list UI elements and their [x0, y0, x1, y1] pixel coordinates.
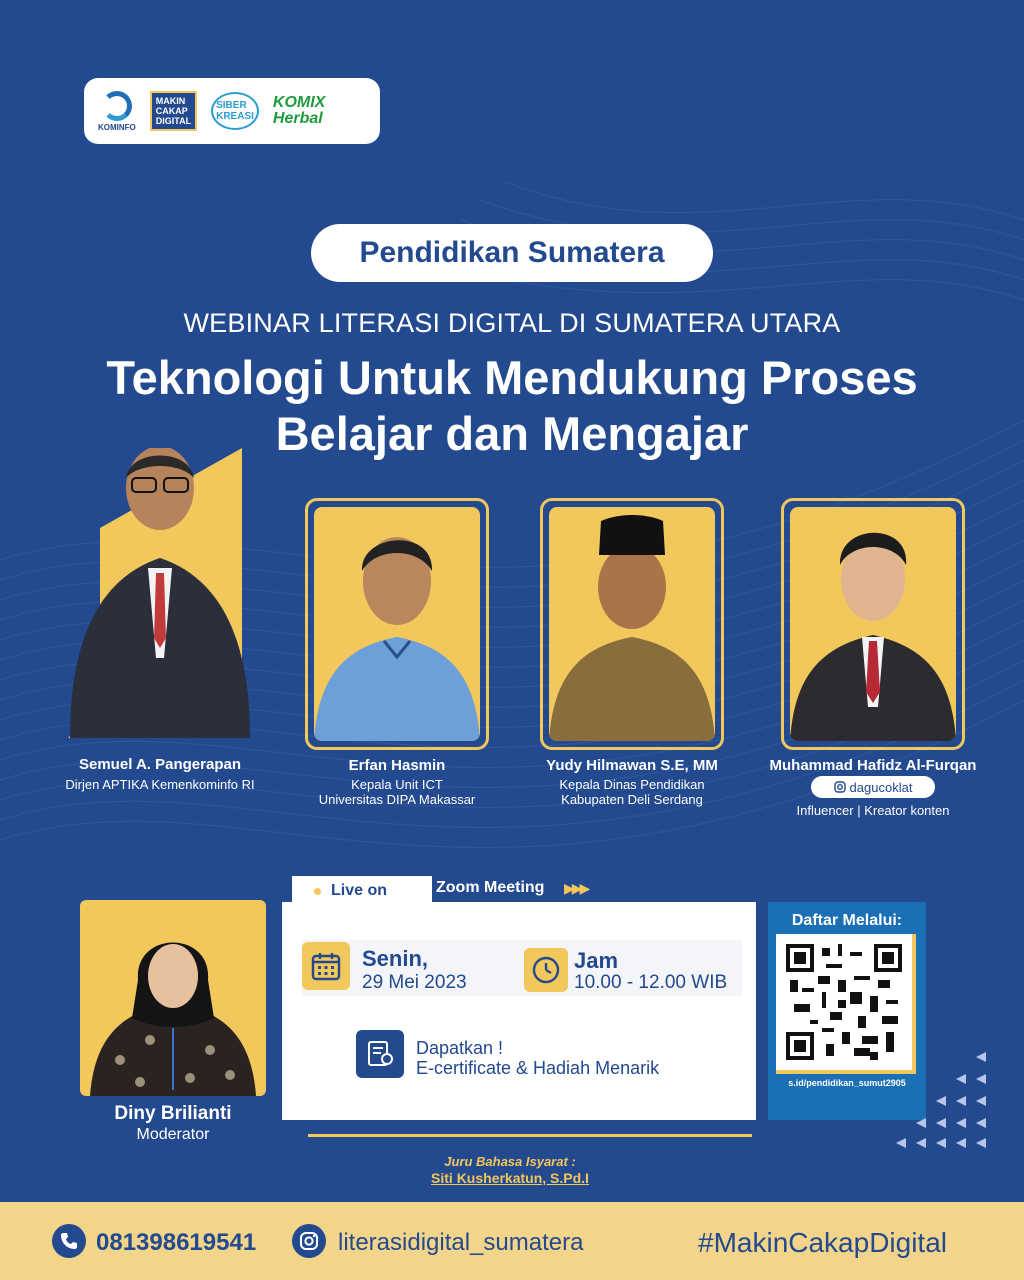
speaker-2-role-line1: Kepala Unit ICT	[351, 777, 443, 792]
arrow-right-icon: ▶▶▶	[564, 880, 588, 896]
speaker-1-name: Semuel A. Pangerapan	[79, 756, 241, 773]
footer-instagram[interactable]: literasidigital_sumatera	[338, 1229, 584, 1256]
speaker-4-instagram-badge[interactable]: dagucoklat	[811, 776, 935, 798]
moderator-photo	[80, 900, 266, 1096]
event-time: 10.00 - 12.00 WIB	[574, 972, 728, 993]
makin-cakap-digital-logo: MAKIN CAKAP DIGITAL	[150, 91, 197, 131]
komix-herbal-logo: KOMIX Herbal	[272, 94, 326, 127]
benefit-heading: Dapatkan !	[416, 1038, 504, 1058]
event-info-box	[282, 902, 756, 1120]
webinar-subtitle: WEBINAR LITERASI DIGITAL DI SUMATERA UTARA	[183, 308, 841, 338]
speaker-4-role: Influencer | Kreator konten	[796, 803, 950, 818]
speaker-4-name: Muhammad Hafidz Al-Furqan	[769, 757, 977, 774]
speaker-1-photo	[60, 448, 260, 748]
sign-language-interpreter: Siti Kusherkatun, S.Pd.I	[431, 1170, 589, 1186]
speaker-3-photo	[549, 507, 715, 741]
phone-icon	[52, 1224, 86, 1258]
webinar-title: Teknologi Untuk Mendukung Proses Belajar dan Mengajar	[106, 351, 918, 460]
siberkreasi-logo: SIBER KREASI	[211, 92, 259, 130]
triangle-pattern	[888, 1048, 988, 1148]
live-on-tab: Live on	[292, 876, 432, 906]
speaker-3-role-line2: Kabupaten Deli Serdang	[561, 792, 703, 807]
calendar-icon	[302, 942, 350, 990]
registration-title: Daftar Melalui:	[791, 912, 903, 929]
clock-icon	[524, 948, 568, 992]
certificate-icon	[356, 1030, 404, 1078]
speaker-4-photo	[790, 507, 956, 741]
speaker-2-name: Erfan Hasmin	[348, 757, 446, 774]
speaker-2-photo	[314, 507, 480, 741]
footer-bar	[0, 1202, 1024, 1280]
info-underline	[308, 1134, 752, 1137]
moderator-role: Moderator	[136, 1126, 210, 1143]
event-date: 29 Mei 2023	[362, 972, 467, 993]
speaker-3-role-line1: Kepala Dinas Pendidikan	[559, 777, 705, 792]
event-day: Senin,	[362, 946, 429, 971]
footer-phone[interactable]: 081398619541	[96, 1229, 257, 1256]
kominfo-logo: KOMINFO	[98, 91, 136, 132]
time-label: Jam	[574, 948, 619, 973]
speaker-card-1	[60, 448, 260, 748]
category-pill: Pendidikan Sumatera	[311, 224, 713, 282]
sign-language-label: Juru Bahasa Isyarat :	[444, 1154, 576, 1169]
benefit-text: E-certificate & Hadiah Menarik	[416, 1058, 660, 1078]
registration-url[interactable]: s.id/pendidikan_sumut2905	[788, 1078, 906, 1088]
logo-bar	[84, 78, 380, 144]
qr-code-icon	[786, 944, 902, 1060]
speaker-2-role-line2: Universitas DIPA Makassar	[318, 792, 476, 807]
platform-label: Zoom Meeting	[436, 879, 545, 896]
instagram-icon	[292, 1224, 326, 1258]
live-dot-icon	[314, 888, 321, 895]
moderator-name: Diny Brilianti	[114, 1103, 232, 1124]
speaker-1-role: Dirjen APTIKA Kemenkominfo RI	[65, 777, 255, 792]
speaker-3-name: Yudy Hilmawan S.E, MM	[546, 757, 718, 774]
kominfo-mark-icon	[102, 91, 132, 121]
instagram-icon	[834, 781, 846, 793]
footer-hashtag: #MakinCakapDigital	[698, 1227, 948, 1258]
